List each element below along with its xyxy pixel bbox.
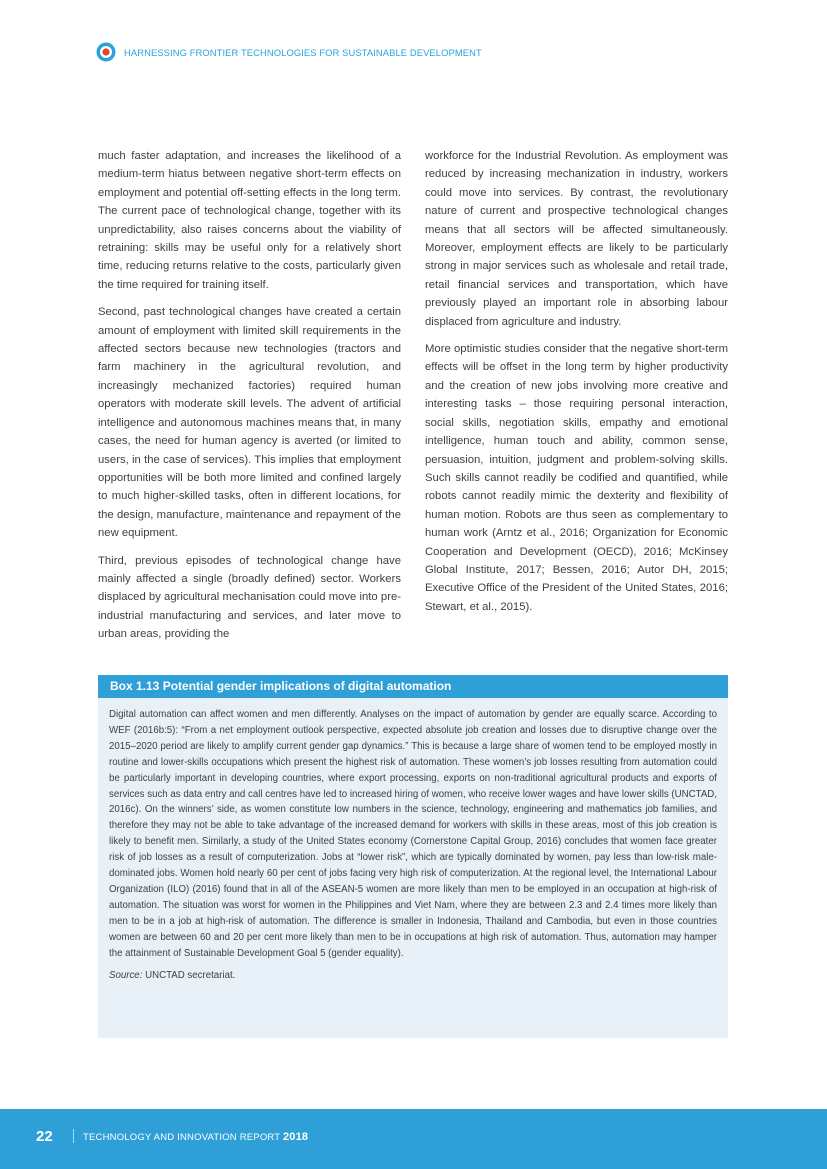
left-column	[98, 147, 401, 653]
report-year: 2018	[282, 1131, 309, 1143]
paragraph: More optimistic studies consider that the negative short-term effects will be offset in the long term by higher productivity and the creation of new jobs involving more creative and interesting tasks – those requiring personal interaction, social skills, negotiation skills, empathy and emotional intelligence, human touch and ability, common sense, persuasion, intuition, judgment and problem-solving skills. Such skills cannot readily be codified and quantified, while robots cannot readily mimic the dexterity and flexibility of human motion. Robots are thus seen as complementary to human work (Arntz et al., 2016; Organization for Economic Cooperation and Development (OECD), 2016; McKinsey Global Institute, 2017; Bessen, 2016; Autor DH, 2015; Executive Office of the President of the United States, 2016; Stewart, et al., 2015).	[425, 343, 728, 613]
report-title-text: TECHNOLOGY AND INNOVATION REPORT	[83, 1132, 283, 1143]
box-source	[109, 968, 717, 984]
running-header	[96, 42, 482, 62]
right-column	[425, 147, 728, 625]
page-number: 22	[36, 1128, 53, 1145]
box-title: Box 1.13 Potential gender implications of digital automation	[98, 675, 728, 698]
page-footer	[0, 1109, 827, 1169]
report-title	[83, 1131, 308, 1143]
source-label: Source:	[109, 969, 143, 981]
paragraph: workforce for the Industrial Revolution. As employment was reduced by increasing mechanization in industry, workers could move into services. By contrast, the revolutionary nature of current and prospective technological changes means that all sectors will be affected simultaneously. Moreover, employment effects are likely to be particularly strong in major services such as wholesale and retail trade, retail financial services and transportation, which have previously played an important role in absorbing labour displaced from agriculture and industry.	[425, 150, 728, 328]
paragraph: Third, previous episodes of technological change have mainly affected a single (broadly defined) sector. Workers displaced by agricultural mechanisation could move into pre-industrial manufacturing and services, and later move to urban areas, providing the	[98, 554, 401, 641]
source-text: UNCTAD secretariat.	[142, 969, 236, 981]
box-body	[98, 698, 728, 983]
footer-divider	[73, 1129, 74, 1143]
target-circle-icon	[96, 42, 116, 62]
running-title: HARNESSING FRONTIER TECHNOLOGIES FOR SUSTAINABLE DEVELOPMENT	[124, 46, 482, 58]
box-1-13	[98, 675, 728, 1038]
box-text: Digital automation can affect women and men differently. Analyses on the impact of automation by gender are equally scarce. According to WEF (2016b:5): “From a net employment outlook perspective, expected absolute job creation and losses due to disruptive change over the 2015–2020 period are likely to amplify current gender gap dynamics.” This is because a large share of women tend to be employed mostly in routine and lower-skills occupations which present the highest risk of automation. These women’s job losses resulting from automation could be particularly important in developing countries, where export processing, exports on non-traditional agricultural products and exports of services such as data entry and call centres have led to increased hiring of women, who receive lower wages and have lower skills (UNCTAD, 2016c). On the winners’ side, as women constitute low numbers in the science, technology, engineering and mathematics job families, and therefore they may not be able to take advantage of the increased demand for workers with skills in these areas, most of this job creation is likely to benefit men. Similarly, a study of the United States economy (Cornerstone Capital Group, 2016) concludes that women face greater risk of job losses as a result of computerization. Jobs at “lower risk”, which are typically dominated by women, pay less than low-risk male-dominated jobs. Women hold nearly 60 per cent of jobs facing very high risk of computerization. At the regional level, the International Labour Organization (ILO) (2016) found that in all of the ASEAN-5 women are more likely than men to be employed in an occupation at high-risk of automation. The situation was worst for women in the Philippines and Viet Nam, where they are between 2.3 and 2.4 times more likely than men to be in a job at high-risk of automation. The difference is smaller in Indonesia, Thailand and Cambodia, but even in those countries women are between 60 and 20 per cent more likely than men to be in occupations at high risk of automation. Thus, automation may hamper the attainment of Sustainable Development Goal 5 (gender equality).	[109, 709, 717, 959]
paragraph: Second, past technological changes have created a certain amount of employment with limited skill requirements in the affected sectors because new technologies (tractors and farm machinery in the agricultural revolution, and increasingly mechanized factories) required human operators with moderate skill levels. The advent of artificial intelligence and autonomous machines means that, in many cases, the need for human agency is averted (or limited to users, in the case of services). This implies that employment opportunities will be both more limited and confined largely to much higher-skilled tasks, often in different locations, for the design, manufacture, maintenance and repayment of the new equipment.	[98, 306, 401, 540]
paragraph: much faster adaptation, and increases the likelihood of a medium-term hiatus between negative short-term effects on employment and potential off-setting effects in the long term. The current pace of technological change, together with its unpredictability, also raises concerns about the viability of retraining: skills may be useful only for a relatively short time, reducing returns relative to the costs, particularly given the time required for training itself.	[98, 150, 401, 291]
